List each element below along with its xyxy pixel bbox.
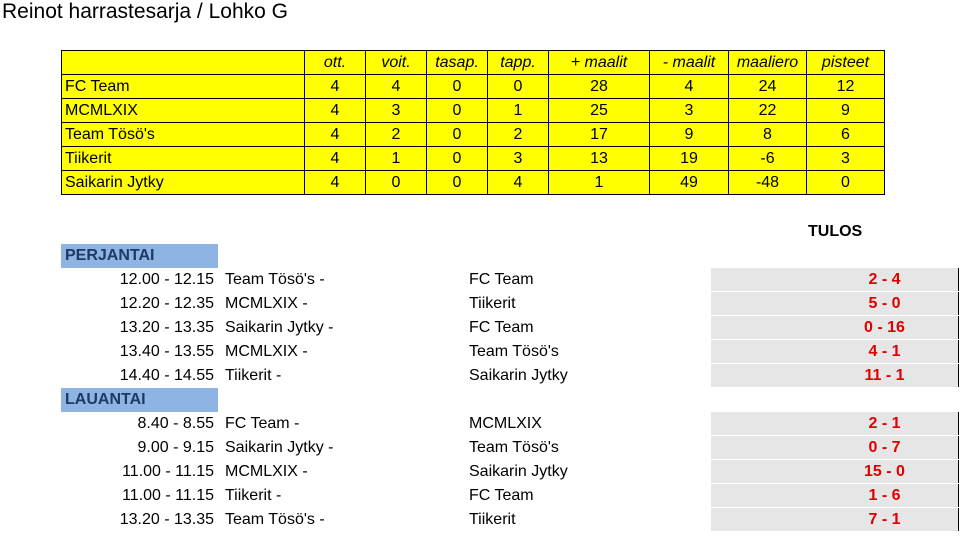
table-cell: 3 xyxy=(366,99,427,123)
table-cell: 17 xyxy=(549,123,650,147)
table-cell: 4 xyxy=(488,171,549,195)
table-cell: 3 xyxy=(650,99,729,123)
standings-header-cell: tapp. xyxy=(488,51,549,75)
match-result-cell xyxy=(711,412,959,435)
table-cell: -48 xyxy=(729,171,807,195)
home-team: MCMLXIX - xyxy=(225,343,308,360)
standings-header-row xyxy=(62,51,885,75)
match-result-cell xyxy=(711,460,959,483)
away-team: Team Tösö's xyxy=(469,439,559,456)
away-team: FC Team xyxy=(469,319,534,336)
match-result: 15 - 0 xyxy=(864,463,905,480)
match-result: 2 - 4 xyxy=(868,271,901,288)
match-result-cell xyxy=(711,436,959,459)
table-row xyxy=(62,171,885,195)
table-cell: 0 xyxy=(427,75,488,99)
table-cell: 3 xyxy=(807,147,885,171)
table-cell: 0 xyxy=(427,99,488,123)
table-cell: 1 xyxy=(549,171,650,195)
match-time: 13.20 - 13.35 xyxy=(119,511,214,528)
table-cell: 19 xyxy=(650,147,729,171)
table-row xyxy=(62,75,885,99)
table-cell: 4 xyxy=(305,147,366,171)
match-row xyxy=(61,340,960,364)
result-column-header: TULOS xyxy=(808,223,863,240)
table-row xyxy=(62,123,885,147)
home-team: Saikarin Jytky - xyxy=(225,319,334,336)
match-result: 7 - 1 xyxy=(868,511,901,528)
standings-header-cell: - maalit xyxy=(650,51,729,75)
standings-header-cell: pisteet xyxy=(807,51,885,75)
table-cell: 0 xyxy=(427,171,488,195)
table-cell: 6 xyxy=(807,123,885,147)
table-cell: 0 xyxy=(427,147,488,171)
match-result: 5 - 0 xyxy=(868,295,901,312)
table-cell: 0 xyxy=(427,123,488,147)
table-cell: 4 xyxy=(305,171,366,195)
table-cell: 1 xyxy=(488,99,549,123)
standings-header-cell: maaliero xyxy=(729,51,807,75)
table-cell: 2 xyxy=(488,123,549,147)
standings-header-cell: voit. xyxy=(366,51,427,75)
table-cell: 49 xyxy=(650,171,729,195)
team-name-cell: Tiikerit xyxy=(62,147,305,171)
match-time: 14.40 - 14.55 xyxy=(119,367,214,384)
table-row xyxy=(62,147,885,171)
table-cell: 4 xyxy=(305,123,366,147)
match-time: 13.20 - 13.35 xyxy=(119,319,214,336)
away-team: FC Team xyxy=(469,487,534,504)
away-team: MCMLXIX xyxy=(469,415,542,432)
match-result: 0 - 7 xyxy=(868,439,901,456)
match-result-cell xyxy=(711,268,959,291)
day-header-saturday: LAUANTAI xyxy=(61,388,218,412)
table-cell: 4 xyxy=(366,75,427,99)
away-team: Saikarin Jytky xyxy=(469,367,568,384)
away-team: FC Team xyxy=(469,271,534,288)
table-cell: -6 xyxy=(729,147,807,171)
home-team: Team Tösö's - xyxy=(225,271,325,288)
match-row xyxy=(61,460,960,484)
match-row xyxy=(61,436,960,460)
away-team: Team Tösö's xyxy=(469,343,559,360)
home-team: Tiikerit - xyxy=(225,487,282,504)
home-team: MCMLXIX - xyxy=(225,463,308,480)
home-team: Team Tösö's - xyxy=(225,511,325,528)
table-cell: 9 xyxy=(807,99,885,123)
day-header-friday: PERJANTAI xyxy=(61,244,218,268)
match-result: 1 - 6 xyxy=(868,487,901,504)
home-team: Tiikerit - xyxy=(225,367,282,384)
away-team: Tiikerit xyxy=(469,295,516,312)
match-result-cell xyxy=(711,484,959,507)
match-result: 0 - 16 xyxy=(864,319,905,336)
standings-header-cell: tasap. xyxy=(427,51,488,75)
away-team: Saikarin Jytky xyxy=(469,463,568,480)
match-time: 12.00 - 12.15 xyxy=(119,271,214,288)
table-cell: 8 xyxy=(729,123,807,147)
match-time: 8.40 - 8.55 xyxy=(137,415,214,432)
team-name-cell: Saikarin Jytky xyxy=(62,171,305,195)
match-row xyxy=(61,316,960,340)
table-row xyxy=(62,99,885,123)
table-cell: 4 xyxy=(305,99,366,123)
standings-header-cell xyxy=(62,51,305,75)
match-result-cell xyxy=(711,364,959,387)
match-time: 11.00 - 11.15 xyxy=(122,487,214,504)
match-result-cell xyxy=(711,340,959,363)
match-row xyxy=(61,412,960,436)
match-row xyxy=(61,484,960,508)
match-row xyxy=(61,508,960,532)
match-result: 2 - 1 xyxy=(868,415,901,432)
match-row xyxy=(61,268,960,292)
table-cell: 24 xyxy=(729,75,807,99)
match-result-cell xyxy=(711,316,959,339)
match-time: 9.00 - 9.15 xyxy=(137,439,214,456)
table-cell: 1 xyxy=(366,147,427,171)
team-name-cell: MCMLXIX xyxy=(62,99,305,123)
table-cell: 13 xyxy=(549,147,650,171)
standings-header-cell: ott. xyxy=(305,51,366,75)
home-team: MCMLXIX - xyxy=(225,295,308,312)
table-cell: 4 xyxy=(650,75,729,99)
page-title: Reinot harrastesarja / Lohko G xyxy=(2,0,288,23)
match-result-cell xyxy=(711,508,959,531)
home-team: Saikarin Jytky - xyxy=(225,439,334,456)
table-cell: 4 xyxy=(305,75,366,99)
match-row xyxy=(61,292,960,316)
match-time: 12.20 - 12.35 xyxy=(119,295,214,312)
table-cell: 0 xyxy=(488,75,549,99)
match-result-cell xyxy=(711,292,959,315)
away-team: Tiikerit xyxy=(469,511,516,528)
table-cell: 25 xyxy=(549,99,650,123)
table-cell: 0 xyxy=(807,171,885,195)
match-time: 13.40 - 13.55 xyxy=(119,343,214,360)
team-name-cell: Team Tösö's xyxy=(62,123,305,147)
match-time: 11.00 - 11.15 xyxy=(122,463,214,480)
table-cell: 3 xyxy=(488,147,549,171)
match-result: 11 - 1 xyxy=(864,367,905,384)
match-result: 4 - 1 xyxy=(868,343,901,360)
table-cell: 0 xyxy=(366,171,427,195)
match-row xyxy=(61,364,960,388)
standings-table xyxy=(61,50,885,195)
table-cell: 22 xyxy=(729,99,807,123)
standings-header-cell: + maalit xyxy=(549,51,650,75)
table-cell: 12 xyxy=(807,75,885,99)
table-cell: 28 xyxy=(549,75,650,99)
team-name-cell: FC Team xyxy=(62,75,305,99)
table-cell: 2 xyxy=(366,123,427,147)
home-team: FC Team - xyxy=(225,415,300,432)
table-cell: 9 xyxy=(650,123,729,147)
